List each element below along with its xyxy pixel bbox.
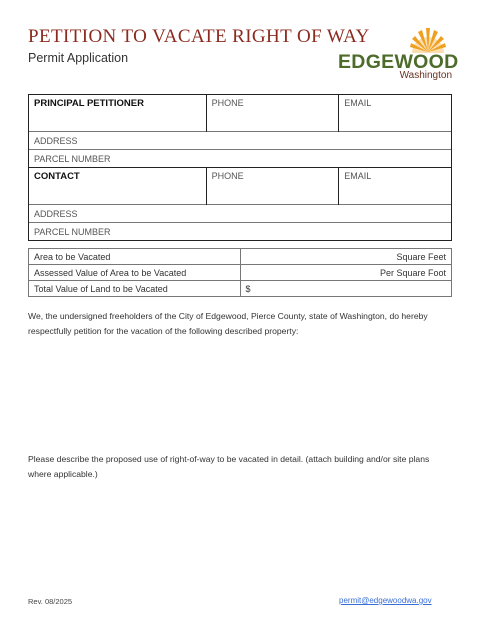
- principal-petitioner-field[interactable]: PRINCIPAL PETITIONER: [29, 95, 207, 132]
- petitioner-row: [29, 95, 452, 132]
- petitioner-address-field[interactable]: ADDRESS: [29, 132, 452, 150]
- table-row: [29, 281, 452, 297]
- page-subtitle: Permit Application: [28, 51, 129, 65]
- contact-parcel-row: [29, 223, 452, 241]
- contact-field[interactable]: CONTACT: [29, 168, 207, 205]
- total-value-field[interactable]: $: [240, 281, 452, 297]
- logo-wordmark: EDGEWOOD: [338, 51, 459, 73]
- contact-row: [29, 168, 452, 205]
- permit-email-link[interactable]: permit@edgewoodwa.gov: [339, 596, 432, 605]
- petitioner-parcel-row: [29, 150, 452, 168]
- contact-parcel-field[interactable]: PARCEL NUMBER: [29, 223, 452, 241]
- assessed-value-label: Assessed Value of Area to be Vacated: [29, 265, 241, 281]
- petitioner-parcel-field[interactable]: PARCEL NUMBER: [29, 150, 452, 168]
- petitioner-phone-field[interactable]: PHONE: [206, 95, 339, 132]
- area-label: Area to be Vacated: [29, 249, 241, 265]
- contact-email-field[interactable]: EMAIL: [339, 168, 452, 205]
- petitioner-address-row: [29, 132, 452, 150]
- logo-state: Washington: [399, 70, 452, 81]
- area-value-table: [28, 248, 452, 297]
- petitioner-email-field[interactable]: EMAIL: [339, 95, 452, 132]
- table-row: [29, 265, 452, 281]
- total-value-label: Total Value of Land to be Vacated: [29, 281, 241, 297]
- revision-date: Rev. 08/2025: [28, 597, 73, 606]
- edgewood-logo: [336, 24, 459, 86]
- table-row: [29, 249, 452, 265]
- page-title: PETITION TO VACATE RIGHT OF WAY: [28, 26, 370, 47]
- describe-use-instructions: Please describe the proposed use of right-of-way to be vacated in detail. (attach building and/or site plans where applicable.): [28, 454, 430, 479]
- contact-phone-field[interactable]: PHONE: [206, 168, 339, 205]
- assessed-value-field[interactable]: Per Square Foot: [240, 265, 452, 281]
- petition-statement: We, the undersigned freeholders of the City of Edgewood, Pierce County, state of Washington, do hereby respectfully petition for the vacation of the following described property:: [28, 311, 428, 336]
- petitioner-contact-table: [28, 94, 452, 241]
- sunburst-icon: [336, 24, 456, 54]
- contact-address-row: [29, 205, 452, 223]
- contact-address-field[interactable]: ADDRESS: [29, 205, 452, 223]
- area-value-field[interactable]: Square Feet: [240, 249, 452, 265]
